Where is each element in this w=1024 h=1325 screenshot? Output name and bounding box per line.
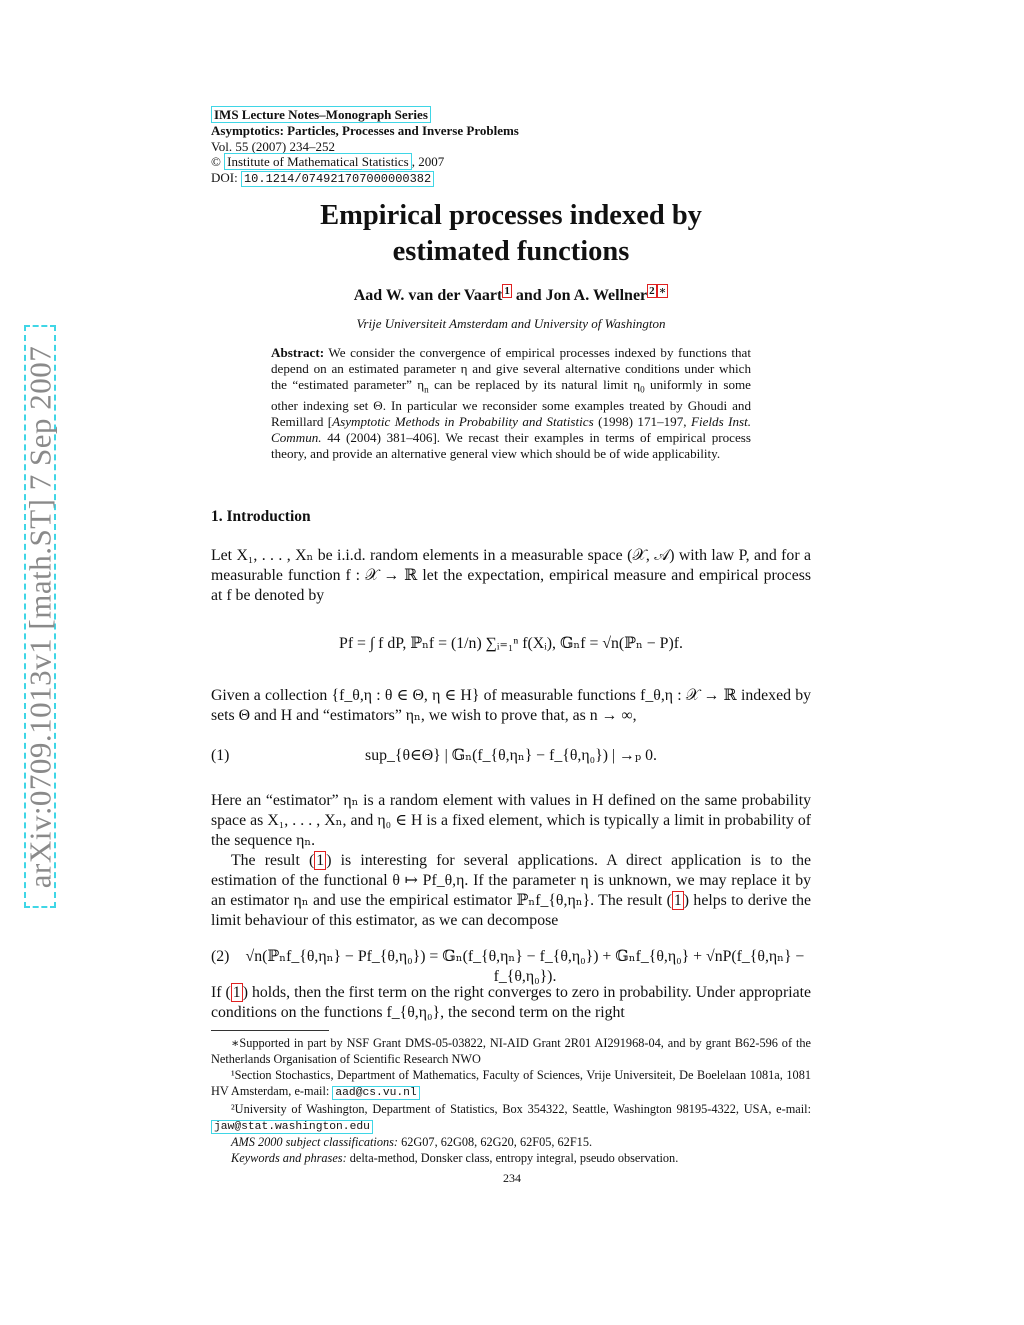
- footnote-link-2[interactable]: 2: [649, 285, 655, 297]
- equation-2-number: (2): [211, 948, 230, 965]
- volume-info: Vol. 55 (2007) 234–252: [211, 138, 335, 154]
- paper-title: [211, 198, 811, 270]
- email-link-1[interactable]: aad@cs.vu.nl: [332, 1086, 419, 1100]
- book-title: Asymptotics: Particles, Processes and Inverse Problems: [211, 122, 519, 138]
- ams-label: AMS 2000 subject classifications:: [231, 1135, 399, 1150]
- doi-label: DOI:: [211, 170, 238, 186]
- paragraph-3: Here an “estimator” ηₙ is a random element with values in H defined on the same probability space as X₁, . . . , Xₙ, and η₀ ∈ H is a fixed element, which is typically a limit in probability of the sequence ηₙ.: [211, 792, 811, 849]
- keywords-label: Keywords and phrases:: [231, 1151, 347, 1166]
- copyright-icon: ©: [211, 154, 221, 170]
- keywords: [211, 1151, 811, 1167]
- ams-codes: 62G07, 62G08, 62G20, 62F05, 62F15.: [398, 1135, 593, 1150]
- affiliation: Vrije Universiteit Amsterdam and University of Washington: [356, 316, 666, 331]
- abstract-ref-1: Asymptotic Methods in Probability and Statistics: [332, 414, 594, 430]
- equation-ref-link[interactable]: 1: [232, 984, 241, 1001]
- author-1: Aad W. van der Vaart: [353, 287, 503, 304]
- footnote-link-1[interactable]: 1: [504, 285, 510, 297]
- equation-ref-link[interactable]: 1: [316, 852, 325, 869]
- institute-link[interactable]: Institute of Mathematical Statistics: [224, 153, 412, 170]
- footnotes: [211, 1036, 811, 1167]
- title-line-1: Empirical processes indexed by: [320, 200, 702, 231]
- equation-2-body: √n(ℙₙf_{θ,ηₙ} − Pf_{θ,η₀}) = 𝔾ₙ(f_{θ,ηₙ} − f_{θ,η₀}) + 𝔾ₙf_{θ,η₀} + √nP(f_{θ,ηₙ} − f_{θ,η₀}).: [245, 948, 805, 985]
- equation-definitions-body: Pf = ∫ f dP, ℙₙf = (1/n) ∑ᵢ₌₁ⁿ f(Xᵢ), 𝔾ₙf = √n(ℙₙ − P)f.: [339, 635, 683, 652]
- page-number: 234: [503, 1171, 521, 1185]
- email-link-2[interactable]: jaw@stat.washington.edu: [211, 1120, 373, 1134]
- abstract-text-1: We consider the convergence of empirical processes indexed by functions that depend on an estimated parameter η and give several alternative conditions under which the “estimated parameter” η: [271, 345, 751, 392]
- section-heading: 1. Introduction: [211, 508, 311, 525]
- doi-link[interactable]: 10.1214/074921707000000382: [241, 171, 434, 187]
- footnote-2-text: ²University of Washington, Department of Statistics, Box 354322, Seattle, Washington 98195-4322, USA, e-mail:: [231, 1101, 811, 1116]
- abstract-text-4: (1998) 171–197,: [593, 414, 691, 430]
- series-header: [211, 107, 519, 188]
- authors: [211, 284, 811, 305]
- paragraph-5-text-a: If (: [211, 984, 231, 1001]
- footnote-1: [211, 1068, 811, 1102]
- paragraph-2: Given a collection {f_θ,η : θ ∈ Θ, η ∈ H} of measurable functions f_θ,η : 𝒳 → ℝ indexed by sets Θ and H and “estimators” ηₙ, we wish to prove that, as n → ∞,: [211, 687, 811, 724]
- paragraph-5-text-b: ) holds, then the first term on the right converges to zero in probability. Under appropriate conditions on the functions f_{θ,η₀}, the second term on the right: [211, 984, 812, 1021]
- abstract-text-3: uniformly in some other indexing set Θ. In particular we reconsider some examples treated by Ghoudi and Remillard [: [271, 376, 751, 430]
- author-2: and Jon A. Wellner: [511, 287, 648, 304]
- paragraph-4: [211, 851, 811, 931]
- footnote-divider: [211, 1030, 329, 1031]
- footnote-funding: ∗Supported in part by NSF Grant DMS-05-03822, NI-AID Grant 2R01 AI291968-04, and by grant B62-596 of the Netherlands Organisation of Scientific Research NWO: [211, 1036, 811, 1066]
- paragraph-4-text-a: The result (: [231, 852, 315, 869]
- footnote-2: [211, 1102, 811, 1136]
- paragraph-5: [211, 983, 811, 1023]
- ams-classification: [211, 1135, 811, 1151]
- abstract-text-2: can be replaced by its natural limit η: [428, 376, 641, 392]
- footnote-1-text: ¹Section Stochastics, Department of Mathematics, Faculty of Sciences, Vrije Universiteit, De Boelelaan 1081a, 1081 HV Amsterdam, e-mail:: [211, 1067, 811, 1098]
- title-line-2: estimated functions: [392, 236, 630, 267]
- footnote-link-star[interactable]: ∗: [658, 285, 667, 297]
- arxiv-stamp[interactable]: [24, 325, 56, 908]
- series-link[interactable]: IMS Lecture Notes–Monograph Series: [211, 106, 431, 123]
- arxiv-stamp-text: arXiv:0709.1013v1 [math.ST] 7 Sep 2007: [22, 345, 58, 888]
- keywords-text: delta-method, Donsker class, entropy integral, pseudo observation.: [346, 1151, 679, 1166]
- abstract-text-5: 44 (2004) 381–406]. We recast their examples in terms of empirical process theory, and provide an alternative general view which should be of wide applicability.: [271, 430, 751, 462]
- abstract: Abstract: We consider the convergence of empirical processes indexed by functions that depend on an estimated parameter η and give several alternative conditions under which the “estimated parameter” $\eta_n$ can be replaced by its natural limit $\eta_0$ uniformly in some other indexing set Θ. In particular we reconsider some examples treated by Ghoudi and Remillard [Asymptotic Methods in Probability and Statistics (1998) 171–197, Fields Inst. Commun. 44 (2004) 381–406]. We recast their examples in terms of empirical process theory, and provide an alternative general view which should be of wide applicability.: [271, 345, 751, 462]
- paragraph-1: Let X₁, . . . , Xₙ be i.i.d. random elements in a measurable space (𝒳, 𝒜) with law P, and for a measurable function f : 𝒳 → ℝ let the expectation, empirical measure and empirical process at f be denoted by: [211, 547, 811, 604]
- abstract-ref-2: Fields Inst. Commun.: [271, 414, 751, 446]
- abstract-label: Abstract:: [271, 345, 325, 360]
- paragraph-4-text-c: ) helps to derive the limit behaviour of this estimator, as we can decompose: [211, 892, 811, 929]
- equation-1-body: sup_{θ∈Θ} | 𝔾ₙ(f_{θ,ηₙ} − f_{θ,η₀}) | →ₚ 0.: [365, 747, 657, 764]
- equation-ref-link[interactable]: 1: [673, 892, 682, 909]
- copyright-year: , 2007: [411, 154, 445, 170]
- paragraph-4-text-b: ) is interesting for several applications. A direct application is to the estimation of the functional θ ↦ Pf_θ,η. If the parameter η is unknown, we may replace it by an estimator ηₙ and use the empirical estimator ℙₙf_{θ,ηₙ}. The result (: [211, 852, 811, 909]
- equation-1-number: (1): [211, 747, 230, 764]
